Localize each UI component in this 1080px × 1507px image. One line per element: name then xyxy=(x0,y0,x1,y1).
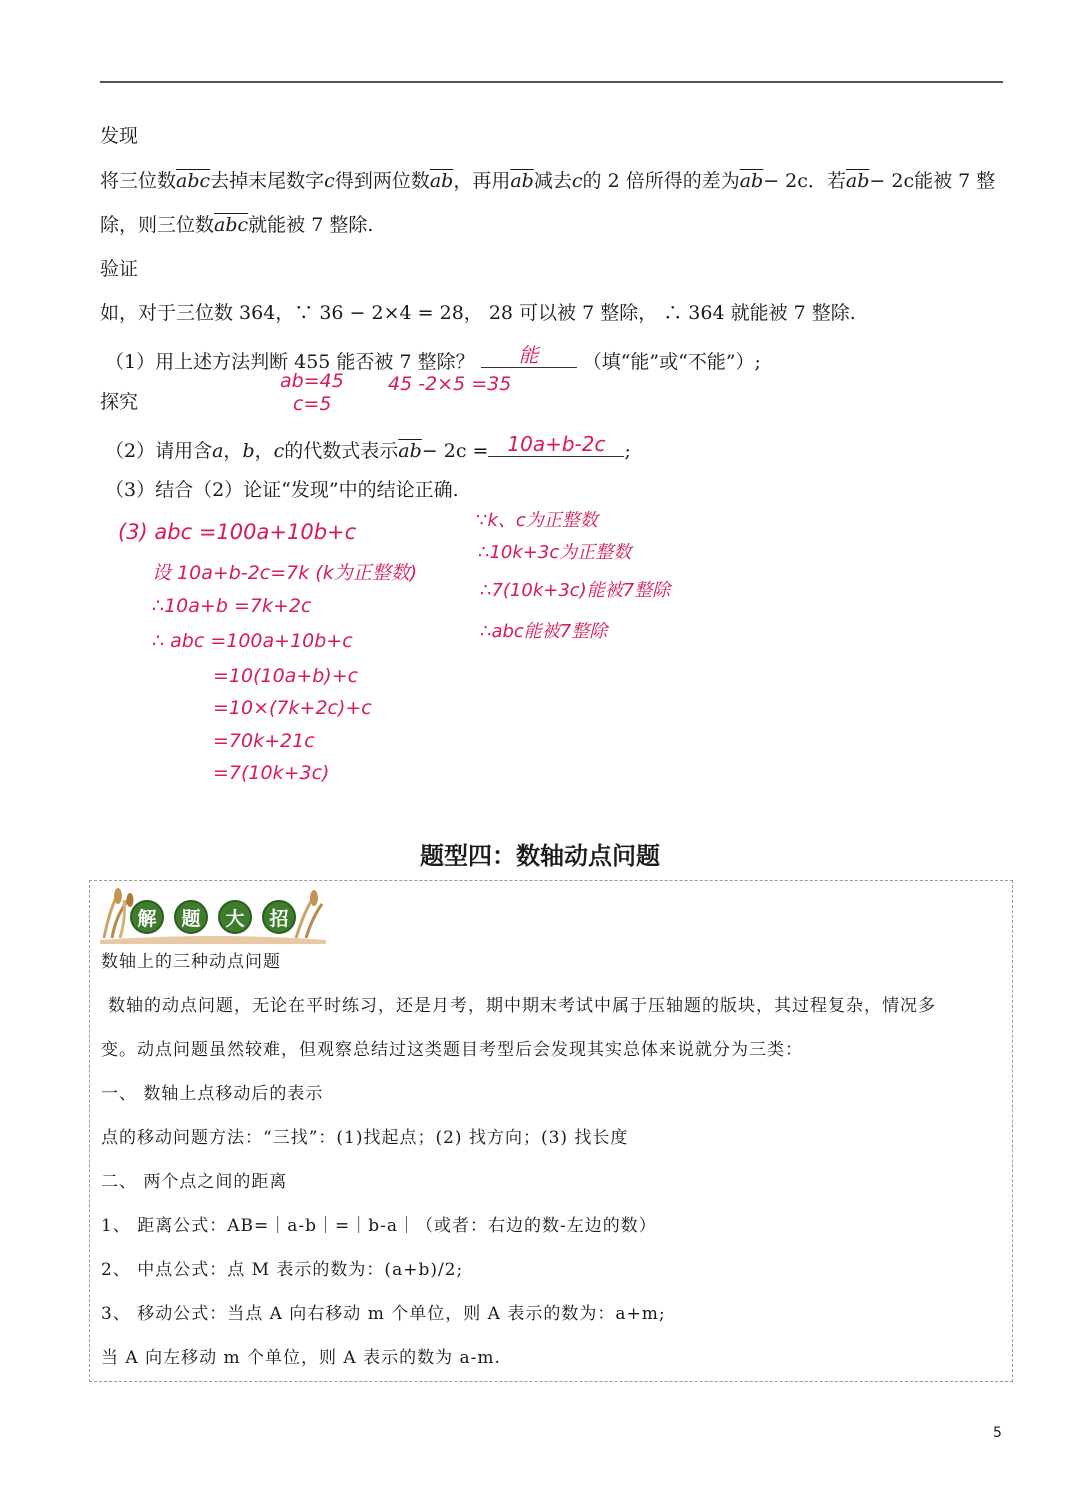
tips-formula-move-right: 3、 移动公式：当点 A 向右移动 m 个单位，则 A 表示的数为：a+m; xyxy=(101,1304,666,1324)
question-1: （1）用上述方法判断 455 能否被 7 整除？ 能 （填“能”或“不能”）; xyxy=(105,343,761,373)
hw-proof-line-5: =10(10a+b)+c xyxy=(213,665,359,687)
heading-yanzheng: 验证 xyxy=(100,258,139,280)
badge-char-4: 招 xyxy=(262,900,296,934)
hw-proof-line-4: ∴ abc =100a+10b+c xyxy=(152,630,353,652)
section-title: 题型四：数轴动点问题 xyxy=(420,842,660,870)
badge-jieti-dazhao xyxy=(100,888,330,944)
hw-conclusion-line-1: ∵k、c为正整数 xyxy=(476,510,598,531)
tips-section-2: 二、 两个点之间的距离 xyxy=(101,1172,288,1192)
tips-section-1: 一、 数轴上点移动后的表示 xyxy=(101,1084,324,1104)
q1-work-ab: ab=45 xyxy=(280,370,344,392)
top-rule xyxy=(100,81,1003,83)
page-number: 5 xyxy=(993,1425,1002,1441)
tips-paragraph-1: 数轴的动点问题，无论在平时练习，还是月考，期中期末考试中属于压轴题的版块，其过程复杂，情况多 xyxy=(108,996,936,1016)
badge-char-1: 解 xyxy=(130,900,164,934)
tips-subtitle: 数轴上的三种动点问题 xyxy=(101,952,281,972)
hw-proof-line-1: (3) abc =100a+10b+c xyxy=(118,520,357,544)
hw-proof-line-3: ∴10a+b =7k+2c xyxy=(152,595,312,617)
heading-tanjiu: 探究 xyxy=(100,391,139,413)
q1-work-calc: 45 -2×5 =35 xyxy=(388,373,512,395)
hw-proof-line-6: =10×(7k+2c)+c xyxy=(213,697,372,719)
hw-proof-line-7: =70k+21c xyxy=(213,730,315,752)
tips-formula-midpoint: 2、 中点公式：点 M 表示的数为：(a+b)/2; xyxy=(101,1260,464,1280)
hw-proof-line-2: 设 10a+b-2c=7k (k为正整数) xyxy=(152,562,418,584)
badge-char-2: 题 xyxy=(174,900,208,934)
question-2: （2）请用含a，b，c的代数式表示$\overline{ab}- 2c$ = 10a+b-2c ; xyxy=(105,432,631,462)
tips-formula-move-left: 当 A 向左移动 m 个单位，则 A 表示的数为 a-m. xyxy=(101,1348,501,1368)
badge-char-3: 大 xyxy=(218,900,252,934)
q1-work-c: c=5 xyxy=(293,393,332,415)
hw-conclusion-line-3: ∴7(10k+3c)能被7整除 xyxy=(480,580,671,601)
q1-answer-blank: 能 xyxy=(481,345,577,368)
yanzheng-example: 如，对于三位数 364，∵ 36 − 2×4 = 28， 28 可以被 7 整除， ∴ 364 就能被 7 整除. xyxy=(100,302,856,324)
question-3: （3）结合（2）论证“发现”中的结论正确. xyxy=(105,479,459,501)
tips-formula-distance: 1、 距离公式：AB=｜a-b｜=｜b-a｜（或者：右边的数-左边的数） xyxy=(101,1216,657,1236)
tips-paragraph-2: 变。动点问题虽然较难，但观察总结过这类题目考型后会发现其实总体来说就分为三类： xyxy=(101,1040,803,1060)
hw-conclusion-line-2: ∴10k+3c为正整数 xyxy=(478,542,632,563)
faxian-line-2: 除，则三位数$\overline{abc}$就能被 7 整除. xyxy=(100,214,374,236)
tips-section-1-detail: 点的移动问题方法：“三找”：(1)找起点；(2) 找方向；(3) 找长度 xyxy=(101,1128,629,1148)
heading-faxian: 发现 xyxy=(100,125,139,147)
hw-proof-line-8: =7(10k+3c) xyxy=(213,762,330,784)
hw-conclusion-line-4: ∴abc能被7整除 xyxy=(480,621,608,642)
q2-answer-blank: 10a+b-2c xyxy=(488,434,624,457)
faxian-line-1: 将三位数$\overline{abc}$去掉末尾数字c得到两位数$\overline{ab}$，再用$\overline{ab}$减去c的 2 倍所得的差为$\overline{ab}- 2c$．若$\overline{ab}- 2c$能被 7 整 xyxy=(100,170,996,192)
